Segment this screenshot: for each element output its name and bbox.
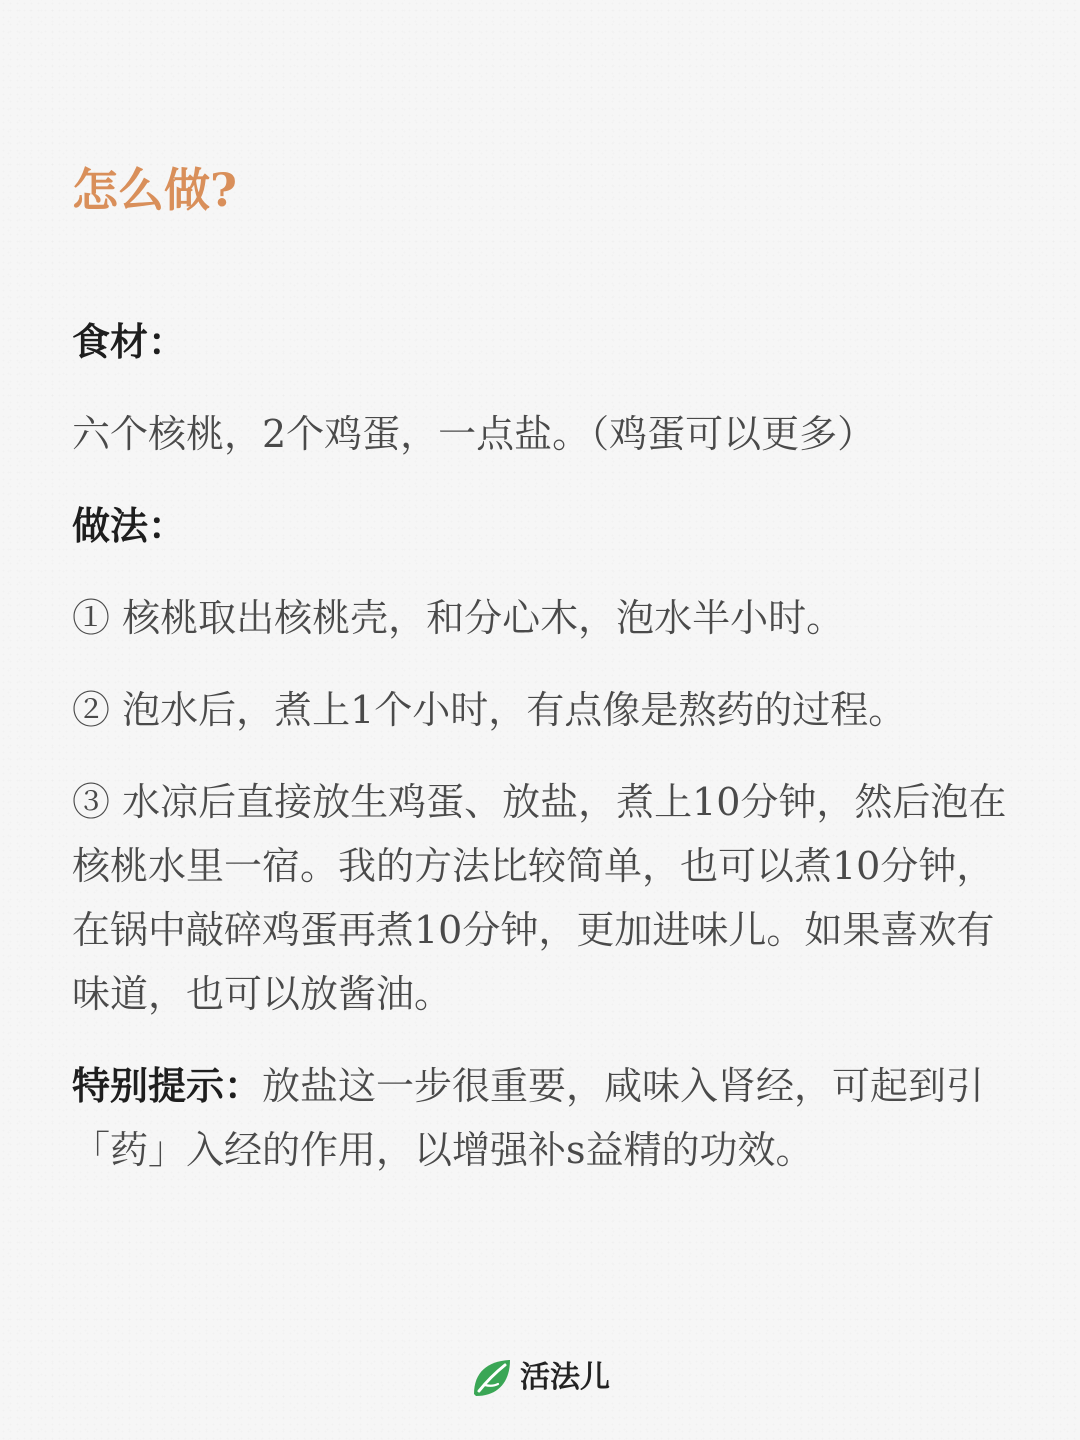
brand-name: 活法儿 <box>520 1360 610 1395</box>
tip-paragraph <box>72 1054 1022 1182</box>
method-label: 做法： <box>72 503 187 548</box>
tip-label: 特别提示： <box>72 1063 263 1108</box>
method-step-3: ③ 水凉后直接放生鸡蛋、放盐，煮上10分钟，然后泡在核桃水里一宿。我的方法比较简单，也可以煮10分钟，在锅中敲碎鸡蛋再煮10分钟，更加进味儿。如果喜欢有味道，也可以放酱油。 <box>72 780 1007 1016</box>
ingredients-text: 六个核桃，2个鸡蛋，一点盐。（鸡蛋可以更多） <box>72 412 876 456</box>
ingredients-label: 食材： <box>72 319 187 364</box>
method-step-2: ② 泡水后，煮上1个小时，有点像是熬药的过程。 <box>72 688 907 732</box>
method-step-1: ① 核桃取出核桃壳，和分心木，泡水半小时。 <box>72 596 845 640</box>
tip-text: 放盐这一步很重要，咸味入肾经，可起到引「药」入经的作用，以增强补s益精的功效。 <box>72 1064 985 1172</box>
footer-brand <box>0 1356 1080 1400</box>
recipe-content <box>72 310 1022 1182</box>
page-title: 怎么做? <box>72 163 237 217</box>
leaf-icon <box>470 1356 514 1400</box>
